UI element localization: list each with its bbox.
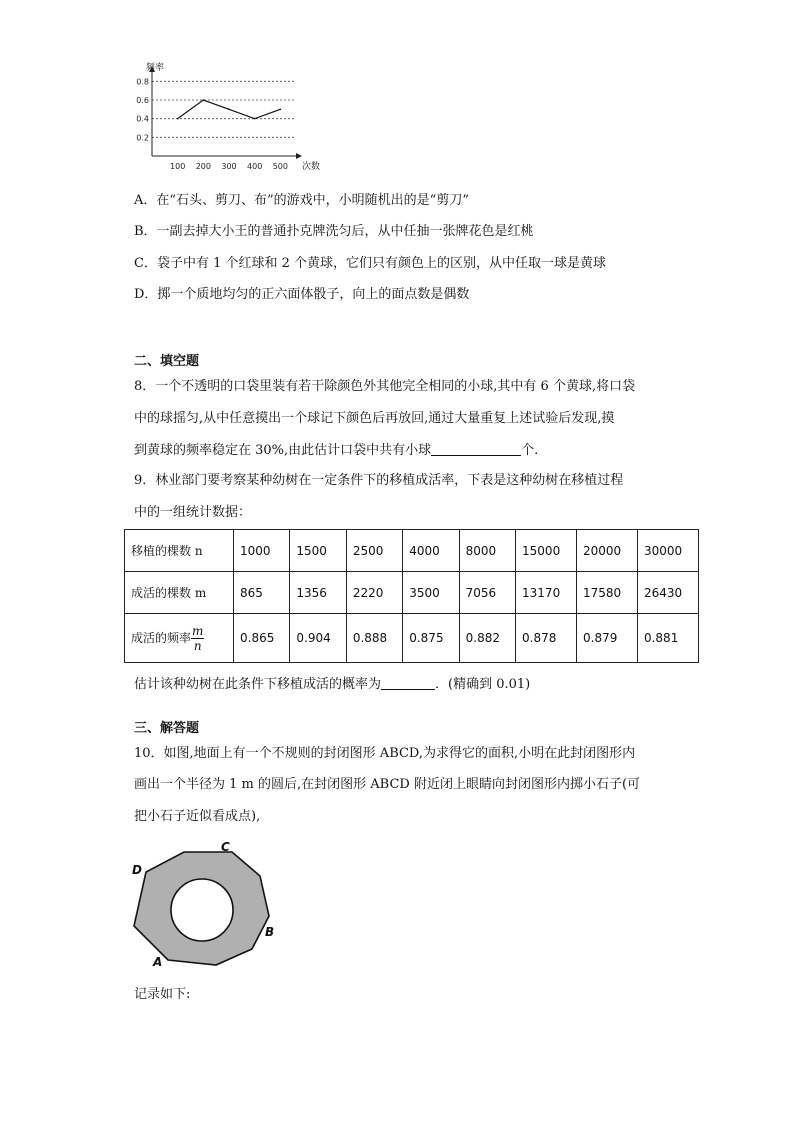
table-cell: 1356 [290,572,346,614]
x-tick-label: 300 [221,162,237,171]
q10-line-2: 画出一个半径为 1 m 的圆后,在封闭图形 ABCD 附近闭上眼睛向封闭图形内掷小石子(可 [134,777,641,792]
q8-answer-blank [431,441,521,456]
q9-line-1: 9．林业部门要考察某种幼树在一定条件下的移植成活率，下表是这种幼树在移植过程 [134,473,624,488]
data-point [280,109,282,111]
q8-line-3-end: 个. [521,443,539,458]
table-cell: 30000 [637,530,698,572]
frequency-line-chart [130,62,330,180]
frequency-label: 成活的频率 [131,630,192,645]
option-c: C．袋子中有 1 个红球和 2 个黄球，它们只有颜色上的区别，从中任取一球是黄球 [134,256,607,271]
table-cell: 0.875 [403,614,459,663]
data-point [203,99,205,101]
x-tick-label: 100 [170,162,186,171]
q8-line-3-text: 到黄球的频率稳定在 30%,由此估计口袋中共有小球 [134,443,432,458]
table-cell: 2500 [346,530,402,572]
section-2-title: 二、填空题 [134,354,200,369]
q8-line-3 [134,441,538,460]
x-tick-label: 200 [195,162,211,171]
table-cell: 1000 [234,530,290,572]
q9-answer-line [134,675,530,694]
table-cell: 3500 [403,572,459,614]
q8-line-2: 中的球摇匀,从中任意摸出一个球记下颜色后再放回,通过大量重复上述试验后发现,摸 [134,411,615,426]
table-row [125,614,699,663]
fraction-numerator: m [192,623,204,638]
table-row [125,530,699,572]
table-cell: 26430 [637,572,698,614]
q10-line-1: 10．如图,地面上有一个不规则的封闭图形 ABCD,为求得它的面积,小明在此封闭图形内 [134,746,636,761]
y-tick-label: 0.8 [136,77,149,87]
table-row-header [125,614,234,663]
x-tick-label: 500 [272,162,288,171]
table-cell: 0.888 [346,614,402,663]
x-axis-label: 次数 [302,162,321,172]
table-row-header: 成活的棵数 m [125,572,234,614]
fraction-denominator: n [193,638,202,653]
q9-answer-text: 估计该种幼树在此条件下移植成活的概率为 [134,677,382,692]
label-c: C [221,840,230,854]
y-tick-label: 0.4 [136,114,149,124]
table-cell: 8000 [459,530,515,572]
table-cell: 7056 [459,572,515,614]
q8-line-1: 8．一个不透明的口袋里装有若干除颜色外其他完全相同的小球,其中有 6 个黄球,将口袋 [134,379,636,394]
irregular-shape-with-hole [134,852,269,965]
table-cell: 0.865 [234,614,290,663]
table-cell: 865 [234,572,290,614]
q9-line-2: 中的一组统计数据： [134,505,252,520]
label-d: D [132,863,142,877]
table-cell: 4000 [403,530,459,572]
q9-answer-blank [381,675,435,690]
y-tick-label: 0.2 [136,133,149,143]
record-label: 记录如下: [134,987,191,1002]
table-cell: 17580 [577,572,638,614]
section-3-title: 三、解答题 [134,721,200,736]
table-cell: 0.879 [577,614,638,663]
y-tick-label: 0.6 [136,96,149,105]
table-cell: 0.882 [459,614,515,663]
q10-line-3: 把小石子近似看成点), [134,809,261,824]
table-row [125,572,699,614]
table-cell: 0.878 [516,614,577,663]
table-cell: 0.904 [290,614,346,663]
table-cell: 15000 [516,530,577,572]
table-cell: 1500 [290,530,346,572]
transplant-statistics-table [124,529,699,663]
label-a: A [153,955,163,969]
m-over-n-fraction [191,624,204,653]
table-cell: 0.881 [637,614,698,663]
option-b: B．一副去掉大小王的普通扑克牌洗匀后，从中任抽一张牌花色是红桃 [134,224,534,239]
table-cell: 20000 [577,530,638,572]
data-point [228,109,230,111]
x-axis-arrow [296,153,302,159]
label-b: B [265,925,275,939]
table-cell: 13170 [516,572,577,614]
data-point [177,118,179,120]
closed-figure-abcd [128,838,288,970]
table-cell: 2220 [346,572,402,614]
table-row-header: 移植的棵数 n [125,530,234,572]
data-point [254,118,256,120]
option-a: A．在“石头、剪刀、布”的游戏中，小明随机出的是“剪刀” [134,193,469,208]
option-d: D．掷一个质地均匀的正六面体骰子，向上的面点数是偶数 [134,287,470,302]
y-axis-label: 频率 [146,63,165,73]
x-tick-label: 400 [247,162,263,171]
q9-answer-end: ．(精确到 0.01) [435,677,531,692]
